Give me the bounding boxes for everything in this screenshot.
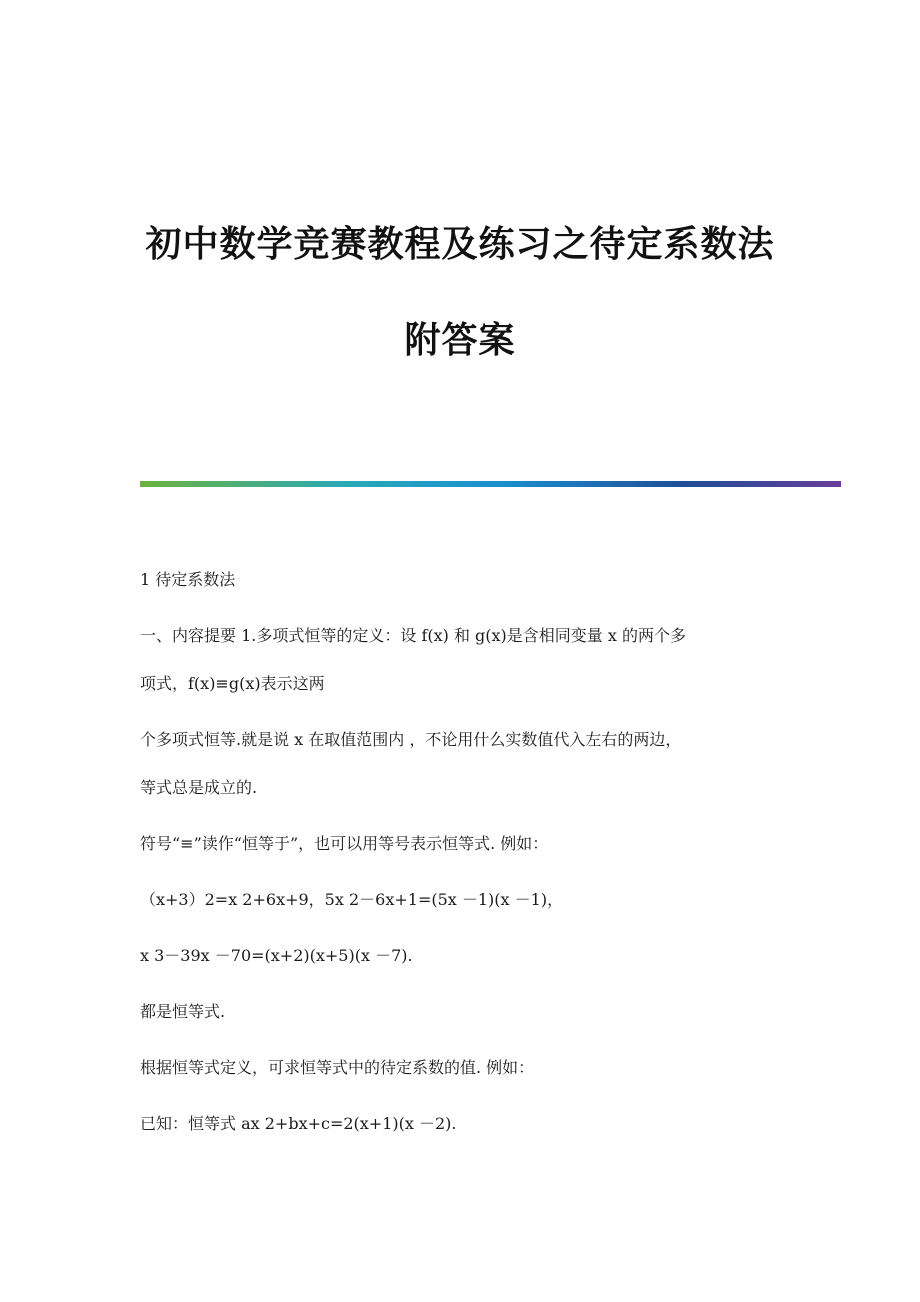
paragraph-line: 都是恒等式. (140, 1002, 226, 1021)
paragraph-line: 一、内容提要 1.多项式恒等的定义：设 f(x) 和 g(x)是含相同变量 x 的两个多 (140, 626, 686, 645)
formula-line: x 3－39x －70=(x+2)(x+5)(x －7). (140, 946, 413, 965)
paragraph-line: 个多项式恒等.就是说 x 在取值范围内 ，不论用什么实数值代入左右的两边， (140, 730, 682, 749)
formula-line: （x+3）2=x 2+6x+9，5x 2－6x+1=(5x －1)(x －1)， (140, 890, 564, 909)
document-subtitle: 附答案 (404, 319, 516, 361)
formula-line: 已知：恒等式 ax 2+bx+c=2(x+1)(x －2). (140, 1114, 457, 1133)
paragraph-line: 等式总是成立的. (140, 778, 258, 797)
section-heading: 1 待定系数法 (140, 570, 236, 589)
document-title: 初中数学竞赛教程及练习之待定系数法 (145, 223, 775, 265)
paragraph-line: 项式，f(x)≡g(x)表示这两 (140, 674, 325, 693)
title-divider (140, 481, 841, 487)
paragraph-line: 根据恒等式定义，可求恒等式中的待定系数的值. 例如： (140, 1058, 535, 1077)
paragraph-line: 符号“≡”读作“恒等于”，也可以用等号表示恒等式. 例如： (140, 834, 549, 853)
